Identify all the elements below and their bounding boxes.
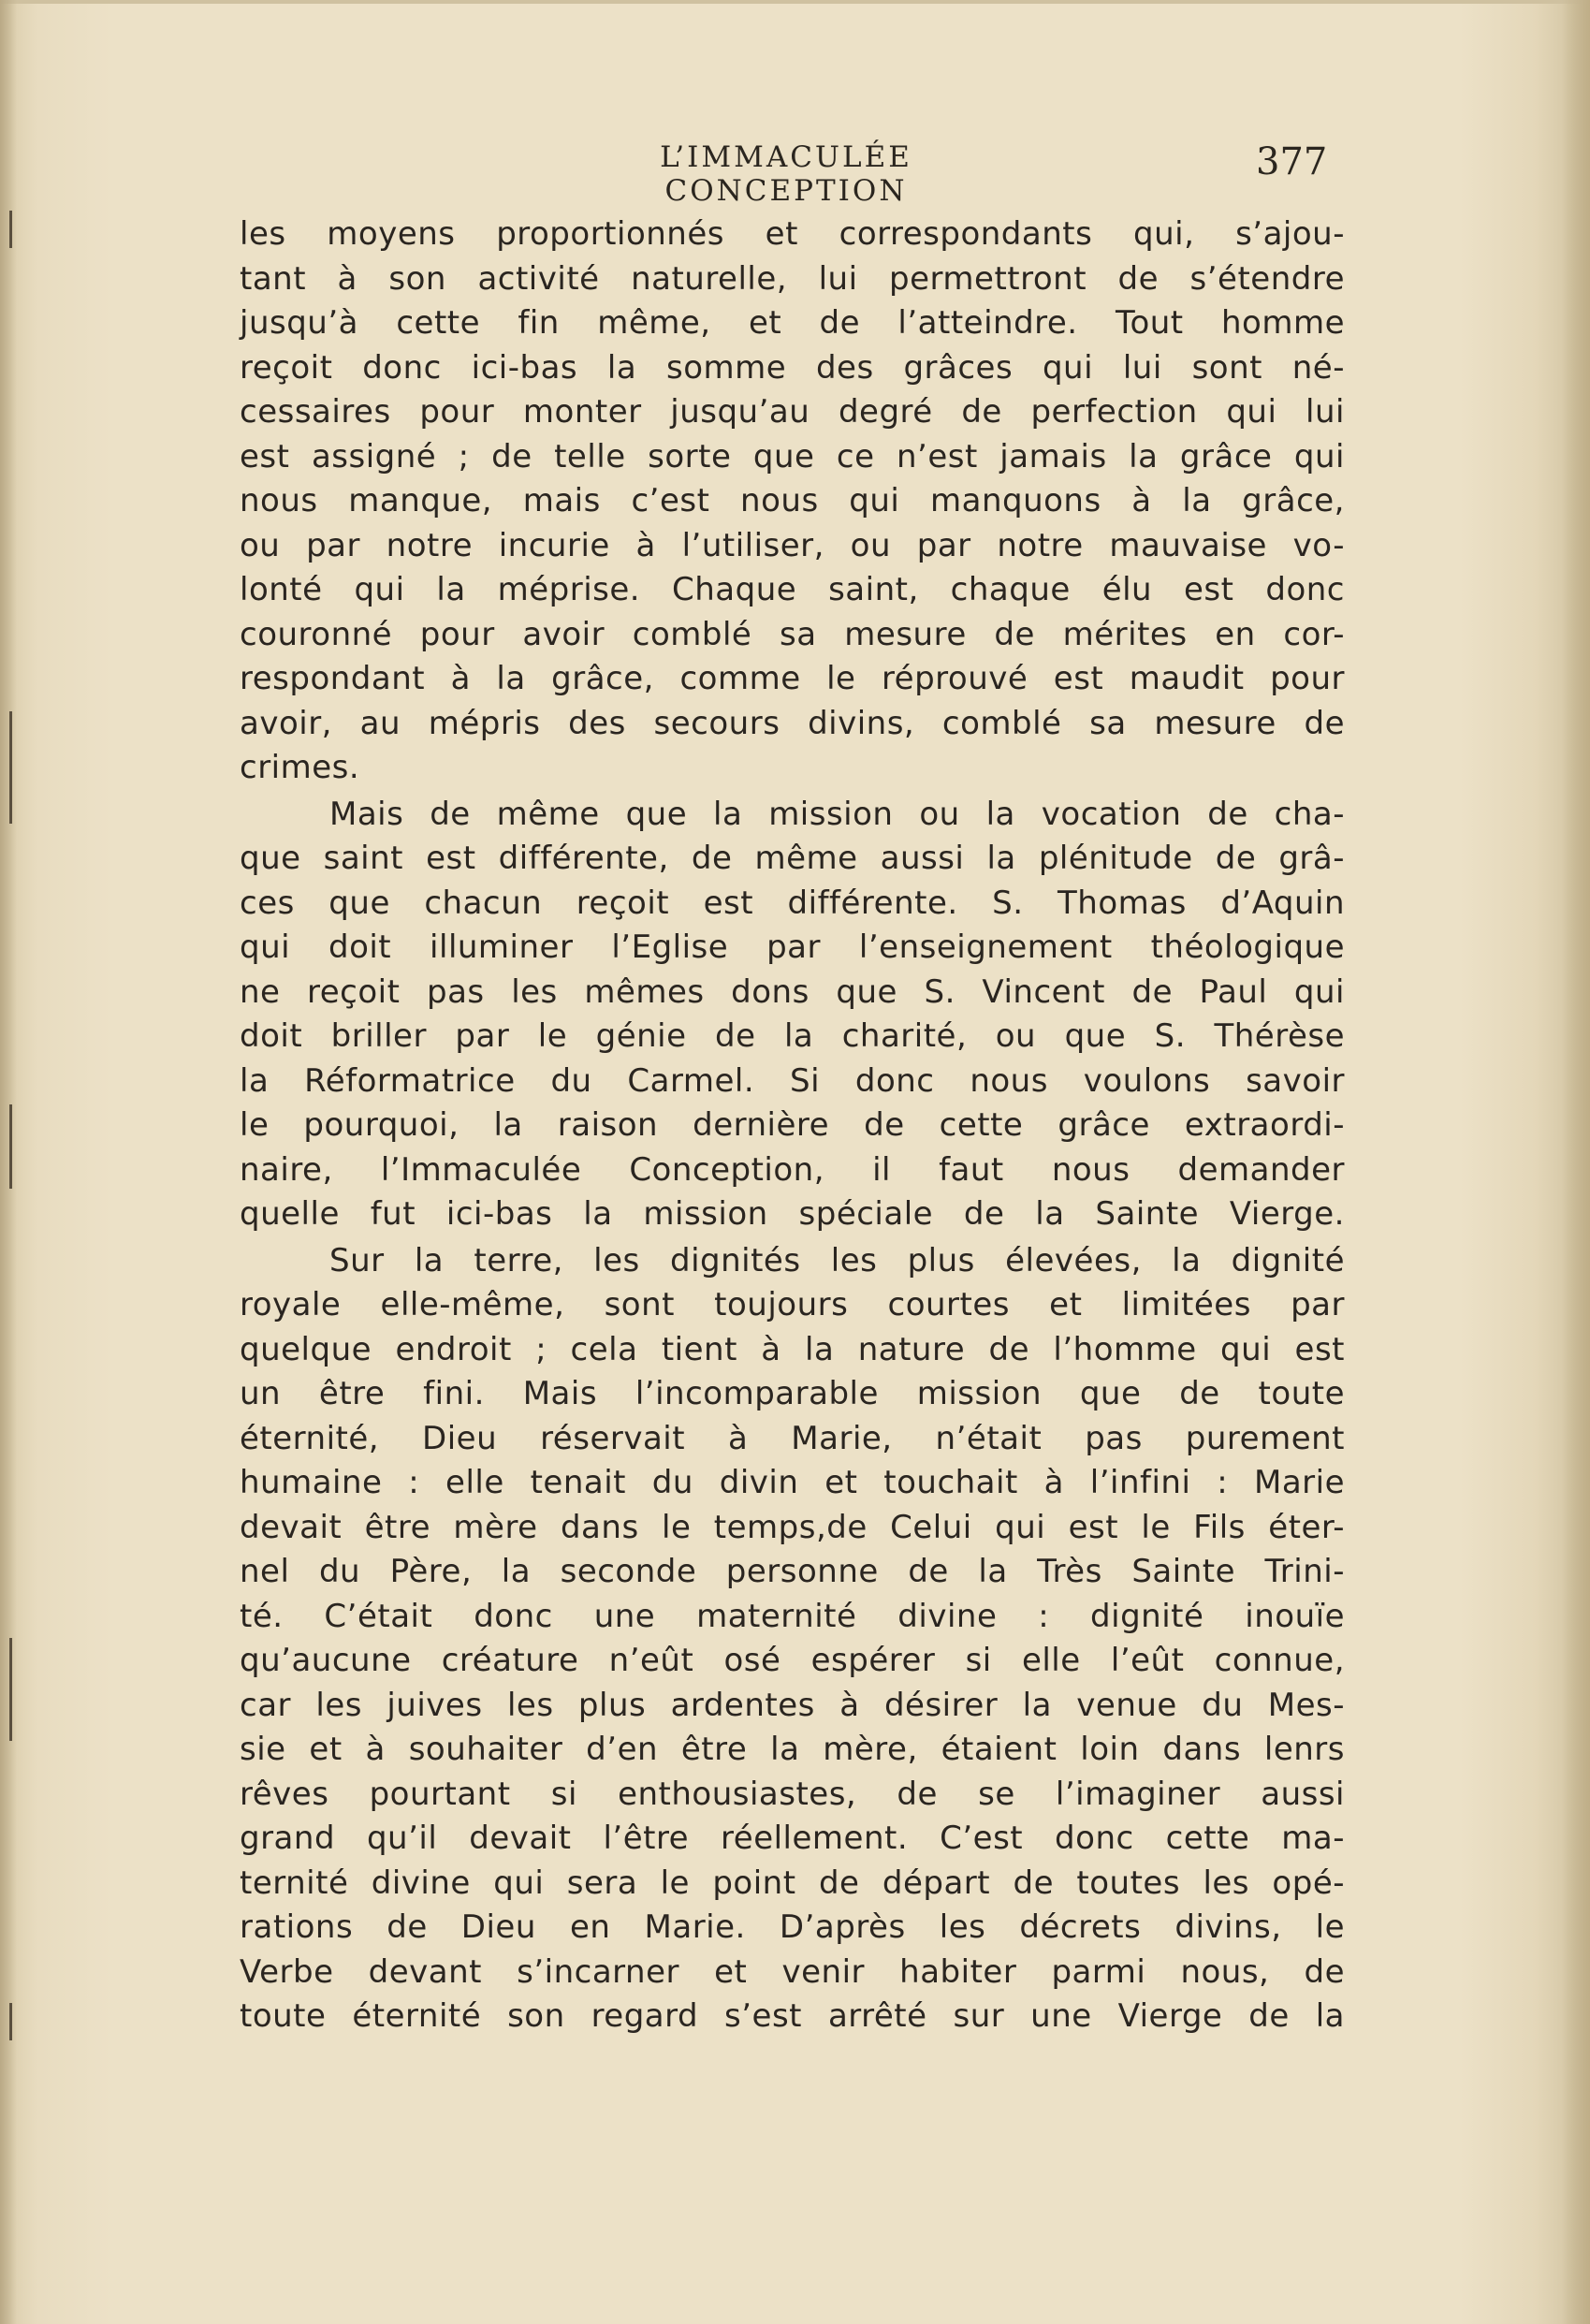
margin-mark xyxy=(9,2003,12,2040)
page-right-edge xyxy=(1562,0,1590,2324)
text-line: té. C’était donc une maternité divine : dignité inouïe xyxy=(240,1597,1345,1635)
text-line: couronné pour avoir comblé sa mesure de mérites en cor- xyxy=(240,615,1345,653)
margin-mark xyxy=(9,1104,12,1189)
text-line: devait être mère dans le temps,de Celui qui est le Fils éter- xyxy=(240,1508,1345,1546)
text-line: cessaires pour monter jusqu’au degré de perfection qui lui xyxy=(240,393,1345,431)
text-line: ne reçoit pas les mêmes dons que S. Vincent de Paul qui xyxy=(240,972,1345,1011)
text-line: respondant à la grâce, comme le réprouvé est maudit pour xyxy=(240,660,1345,697)
paragraph-3 xyxy=(240,1239,1345,2039)
text-line: le pourquoi, la raison dernière de cette grâce extraordi- xyxy=(240,1106,1345,1144)
paragraph-1 xyxy=(240,212,1345,791)
running-head: L’IMMACULÉE CONCEPTION xyxy=(660,140,912,208)
text-line: les moyens proportionnés et correspondants qui, s’ajou- xyxy=(240,215,1345,253)
margin-mark xyxy=(9,1638,12,1741)
text-line: avoir, au mépris des secours divins, comblé sa mesure de xyxy=(240,704,1345,742)
text-line: toute éternité son regard s’est arrêté sur une Vierge de la xyxy=(240,1997,1345,2035)
text-line: est assigné ; de telle sorte que ce n’est jamais la grâce qui xyxy=(240,437,1345,475)
text-line: un être fini. Mais l’incomparable mission que de toute xyxy=(240,1375,1345,1412)
text-line: Verbe devant s’incarner et venir habiter parmi nous, de xyxy=(240,1952,1345,1991)
text-line: qu’aucune créature n’eût osé espérer si elle l’eût connue, xyxy=(240,1642,1345,1679)
text-line: ternité divine qui sera le point de départ de toutes les opé- xyxy=(240,1864,1345,1902)
text-line: car les juives les plus ardentes à désirer la venue du Mes- xyxy=(240,1686,1345,1724)
text-line: la Réformatrice du Carmel. Si donc nous voulons savoir xyxy=(240,1061,1345,1100)
text-line: quelle fut ici-bas la mission spéciale de la Sainte Vierge. xyxy=(240,1195,1345,1233)
body-text xyxy=(240,212,1345,2039)
text-line: qui doit illuminer l’Eglise par l’enseignement théologique xyxy=(240,928,1345,966)
text-line: naire, l’Immaculée Conception, il faut nous demander xyxy=(240,1150,1345,1189)
text-line: royale elle-même, sont toujours courtes et limitées par xyxy=(240,1286,1345,1323)
page-top-edge xyxy=(0,0,1590,4)
text-line: Sur la terre, les dignités les plus élevées, la dignité xyxy=(329,1241,1345,1279)
text-line: rêves pourtant si enthousiastes, de se l’imaginer aussi xyxy=(240,1775,1345,1813)
text-line: ces que chacun reçoit est différente. S. Thomas d’Aquin xyxy=(240,884,1345,922)
text-line: tant à son activité naturelle, lui permettront de s’étendre xyxy=(240,259,1345,298)
margin-mark xyxy=(9,711,12,824)
text-line: doit briller par le génie de la charité, ou que S. Thérèse xyxy=(240,1017,1345,1055)
text-line: éternité, Dieu réservait à Marie, n’était pas purement xyxy=(240,1419,1345,1457)
text-line: Mais de même que la mission ou la vocation de cha- xyxy=(329,795,1345,833)
text-line: ou par notre incurie à l’utiliser, ou par notre mauvaise vo- xyxy=(240,526,1345,564)
text-line: sie et à souhaiter d’en être la mère, étaient loin dans lenrs xyxy=(240,1731,1345,1768)
text-line: reçoit donc ici-bas la somme des grâces qui lui sont né- xyxy=(240,348,1345,387)
text-line: quelque endroit ; cela tient à la nature de l’homme qui est xyxy=(240,1330,1345,1368)
paragraph-2 xyxy=(240,793,1345,1237)
text-line: que saint est différente, de même aussi la plénitude de grâ- xyxy=(240,840,1345,877)
text-line: crimes. xyxy=(240,749,360,786)
text-line: grand qu’il devait l’être réellement. C’est donc cette ma- xyxy=(240,1820,1345,1857)
margin-mark xyxy=(9,211,12,248)
text-line: jusqu’à cette fin même, et de l’atteindre. Tout homme xyxy=(240,304,1345,342)
text-line: nel du Père, la seconde personne de la Très Sainte Trini- xyxy=(240,1553,1345,1590)
text-line: humaine : elle tenait du divin et touchait à l’infini : Marie xyxy=(240,1464,1345,1501)
page-number: 377 xyxy=(1256,140,1328,183)
spine-shadow xyxy=(0,0,17,2324)
text-line: lonté qui la méprise. Chaque saint, chaque élu est donc xyxy=(240,571,1345,608)
text-line: rations de Dieu en Marie. D’après les décrets divins, le xyxy=(240,1908,1345,1946)
text-line: nous manque, mais c’est nous qui manquons à la grâce, xyxy=(240,482,1345,519)
